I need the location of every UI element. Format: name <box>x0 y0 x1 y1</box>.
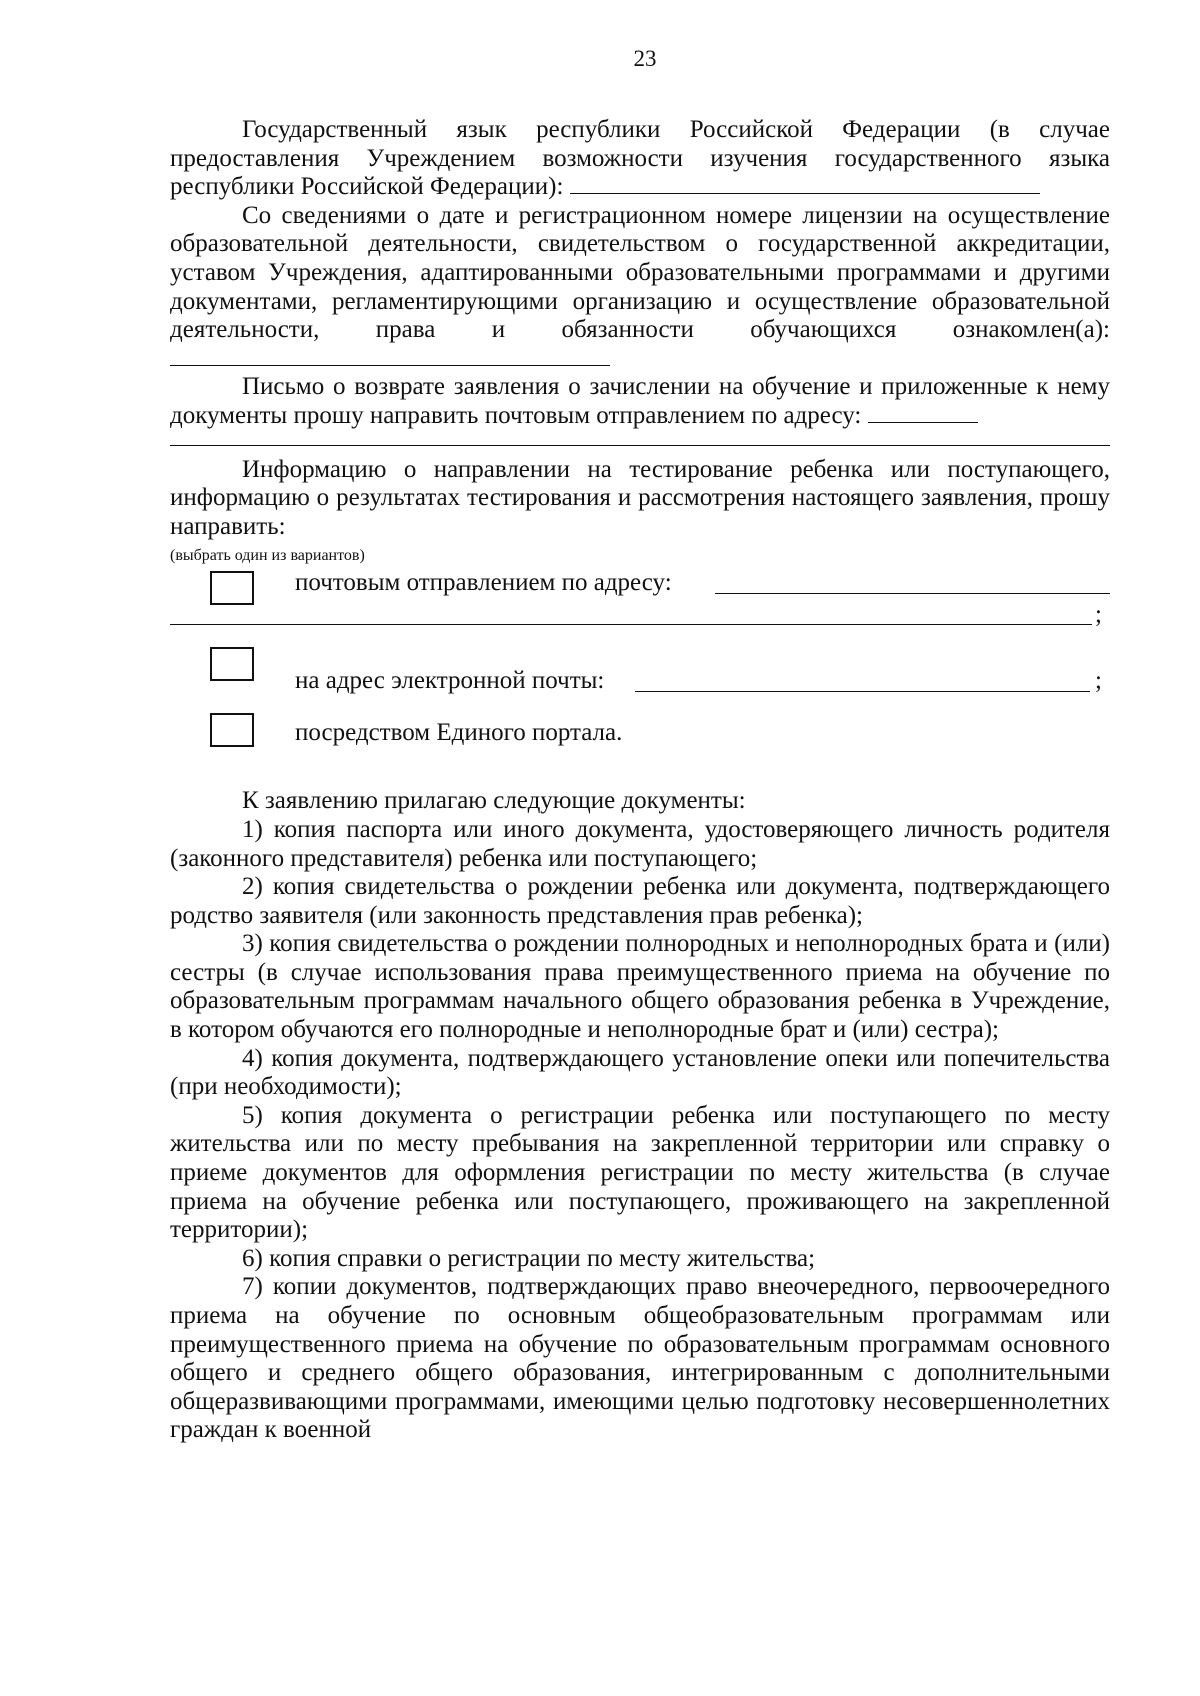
email-checkbox[interactable] <box>210 647 254 681</box>
option-email <box>170 647 1110 705</box>
state-language-paragraph <box>170 116 1110 202</box>
acquainted-paragraph <box>170 202 1110 374</box>
option-postal <box>170 567 1110 629</box>
document-item-4: 4) копия документа, подтверждающего установление опеки или попечительства (при необходимости); <box>170 1044 1110 1101</box>
choice-note: (выбрать один из вариантов) <box>170 547 365 565</box>
info-request-paragraph <box>170 456 1110 542</box>
document-item-6: 6) копия справки о регистрации по месту жительства; <box>242 1244 816 1272</box>
return-address-line[interactable] <box>170 445 1110 446</box>
return-letter-text: Письмо о возврате заявления о зачислении на обучение и приложенные к нему документы прошу направить почтовым отправлением по адресу: <box>170 373 1110 429</box>
email-semicolon: ; <box>1095 667 1102 695</box>
return-letter-paragraph <box>170 373 1110 430</box>
document-item-1: 1) копия паспорта или иного документа, удостоверяющего личность родителя (законного представителя) ребенка или поступающего; <box>170 815 1110 872</box>
postal-label: почтовым отправлением по адресу: <box>295 569 672 597</box>
document-item-5: 5) копия документа о регистрации ребенка или поступающего по месту жительства или по месту пребывания на закрепленной территории или справку о приеме документов для оформления регистрации по месту жительства (в случае приема на обучение ребенка или поступающего, проживающего на закрепленной территории); <box>170 1101 1110 1244</box>
state-language-blank[interactable] <box>570 173 1040 194</box>
document-item-7: 7) копии документов, подтверждающих право внеочередного, первоочередного приема на обучение по основным общеобразовательным программам или преимущественного приема на обучение по образовательным программам основного общего и среднего общего образования, интегрированным с дополнительными общеразвивающими программами, имеющими целью подготовку несовершеннолетних граждан к военной <box>170 1273 1110 1444</box>
state-language-text: Государственный язык республики Российской Федерации (в случае предоставления Учреждением возможности изучения государственного языка республики Российской Федерации): <box>170 116 1110 201</box>
portal-label: посредством Единого портала. <box>295 719 623 747</box>
postal-semicolon: ; <box>1095 601 1102 629</box>
form-body <box>170 116 1110 1445</box>
info-request-text: Информацию о направлении на тестирование ребенка или поступающего, информацию о результатах тестирования и рассмотрения настоящего заявления, прошу направить: <box>170 455 1110 540</box>
postal-address-line-2[interactable] <box>170 624 1092 625</box>
postal-checkbox[interactable] <box>210 571 254 605</box>
email-address-blank[interactable] <box>635 691 1090 692</box>
acquainted-signature-blank[interactable] <box>170 345 610 366</box>
email-label: на адрес электронной почты: <box>295 667 605 695</box>
page-number: 23 <box>633 46 657 71</box>
document-item-2: 2) копия свидетельства о рождении ребенка или документа, подтверждающего родство заявителя (или законность представления прав ребенка); <box>170 873 1110 929</box>
acquainted-text: Со сведениями о дате и регистрационном номере лицензии на осуществление образовательной деятельности, свидетельством о государственной аккредитации, уставом Учреждения, адаптированными образовательными программами и другими документами, регламентирующими организацию и осуществление образовательной деятельности, права и обязанности обучающихся ознакомлен(а): <box>170 201 1110 344</box>
return-address-blank[interactable] <box>868 402 978 423</box>
documents-intro: К заявлению прилагаю следующие документы: <box>242 787 746 815</box>
postal-address-blank[interactable] <box>715 593 1110 594</box>
portal-checkbox[interactable] <box>210 713 254 747</box>
option-portal <box>170 713 1110 757</box>
document-item-3: 3) копия свидетельства о рождении полнородных и неполнородных брата и (или) сестры (в случае использования права преимущественного приема на обучение по образовательным программам начального общего образования ребенка в Учреждение, в котором обучаются его полнородные и неполнородные брат и (или) сестра); <box>170 930 1110 1044</box>
